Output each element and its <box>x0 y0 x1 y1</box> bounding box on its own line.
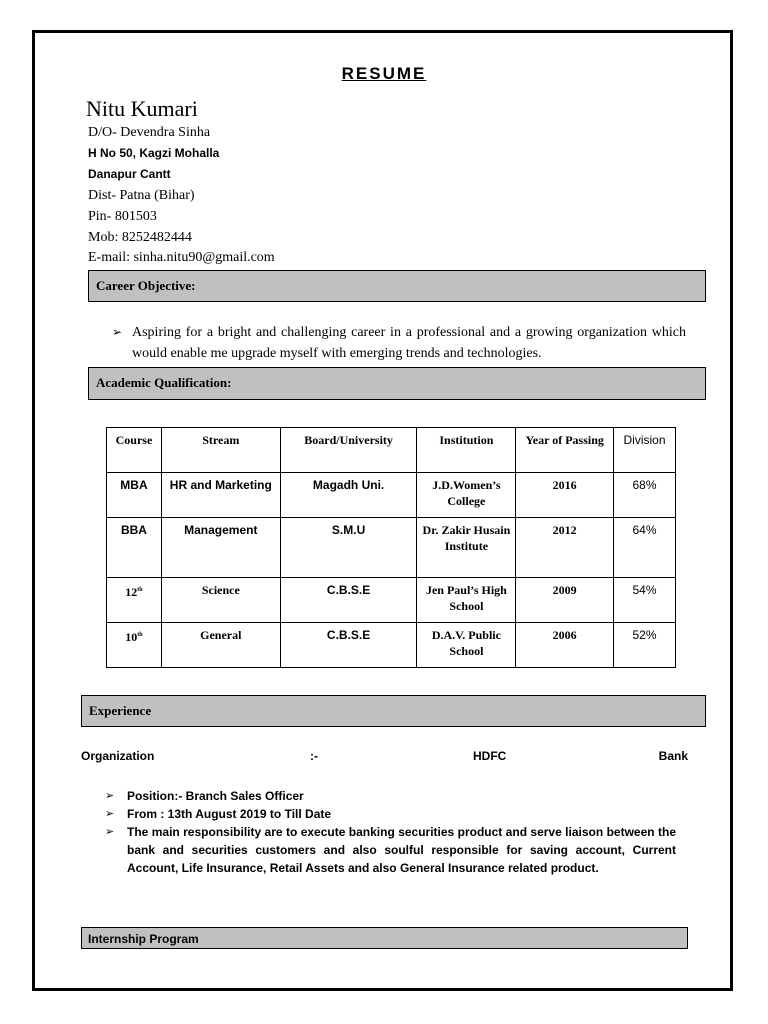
table-row <box>107 473 676 518</box>
experience-heading-label: Experience <box>89 703 152 718</box>
mobile-number: Mob: 8252482444 <box>88 230 192 245</box>
cell-institution: J.D.Women’s College <box>417 473 516 518</box>
arrow-bullet-icon: ➢ <box>105 789 115 802</box>
district: Dist- Patna (Bihar) <box>88 188 195 203</box>
academic-table <box>106 427 676 668</box>
organization-name-part2: Bank <box>658 749 688 763</box>
academic-qualification-heading <box>88 367 706 400</box>
pin-code: Pin- 801503 <box>88 209 157 224</box>
experience-heading <box>81 695 706 727</box>
resume-title: RESUME <box>341 64 427 83</box>
experience-list <box>105 787 676 877</box>
course-suffix: th <box>137 587 143 593</box>
cell-division: 64% <box>614 518 676 578</box>
column-header-division: Division <box>614 428 676 473</box>
cell-division: 68% <box>614 473 676 518</box>
parent-name: D/O- Devendra Sinha <box>88 125 211 140</box>
column-header-course: Course <box>107 428 162 473</box>
cell-division: 52% <box>614 623 676 668</box>
arrow-bullet-icon: ➢ <box>105 807 115 820</box>
table-row <box>107 518 676 578</box>
cell-course: MBA <box>107 473 162 518</box>
cell-stream: HR and Marketing <box>161 473 280 518</box>
cell-year: 2016 <box>516 473 614 518</box>
organization-separator: :- <box>310 749 318 763</box>
course-suffix: th <box>137 632 143 638</box>
cell-board: Magadh Uni. <box>280 473 417 518</box>
cell-board: C.B.S.E <box>280 623 417 668</box>
cell-institution: Jen Paul’s High School <box>417 578 516 623</box>
table-row <box>107 623 676 668</box>
cell-stream: General <box>161 623 280 668</box>
cell-institution: D.A.V. Public School <box>417 623 516 668</box>
list-item <box>105 805 676 823</box>
cell-year: 2009 <box>516 578 614 623</box>
table-row <box>107 578 676 623</box>
career-objective-heading <box>88 270 706 302</box>
career-objective-text <box>112 322 686 364</box>
organization-name-part1: HDFC <box>473 749 507 763</box>
career-objective-heading-label: Career Objective: <box>96 278 196 293</box>
email-address: E-mail: sinha.nitu90@gmail.com <box>88 250 275 265</box>
arrow-bullet-icon: ➢ <box>105 825 115 838</box>
cell-year: 2006 <box>516 623 614 668</box>
course-number: 10 <box>125 630 138 644</box>
organization-label: Organization <box>81 749 155 763</box>
responsibility-text: The main responsibility are to execute banking securities product and serve liaison between the bank and securities customers and also soulful responsible for saving account, Current Account, Life Insurance, Retail Assets and also General Insurance related product. <box>127 825 676 875</box>
cell-course <box>107 578 162 623</box>
arrow-bullet-icon: ➢ <box>112 325 123 339</box>
column-header-stream: Stream <box>161 428 280 473</box>
from-date-text: From : 13th August 2019 to Till Date <box>127 807 332 821</box>
cell-year: 2012 <box>516 518 614 578</box>
cell-stream: Management <box>161 518 280 578</box>
cell-course <box>107 623 162 668</box>
cell-course: BBA <box>107 518 162 578</box>
cell-board: C.B.S.E <box>280 578 417 623</box>
address-line-1: H No 50, Kagzi Mohalla <box>88 146 220 160</box>
course-number: 12 <box>125 585 138 599</box>
candidate-name: Nitu Kumari <box>86 96 198 121</box>
academic-qualification-heading-label: Academic Qualification: <box>96 375 232 390</box>
list-item <box>105 823 676 877</box>
career-objective-paragraph: Aspiring for a bright and challenging career in a professional and a growing organization which would enable me upgrade myself with emerging trends and technologies. <box>132 325 686 361</box>
table-header-row <box>107 428 676 473</box>
column-header-year: Year of Passing <box>516 428 614 473</box>
cell-board: S.M.U <box>280 518 417 578</box>
cell-stream: Science <box>161 578 280 623</box>
cell-institution: Dr. Zakir Husain Institute <box>417 518 516 578</box>
address-line-2: Danapur Cantt <box>88 167 171 181</box>
list-item <box>105 787 676 805</box>
internship-heading <box>81 927 688 949</box>
position-text: Position:- Branch Sales Officer <box>127 789 304 803</box>
column-header-institution: Institution <box>417 428 516 473</box>
cell-division: 54% <box>614 578 676 623</box>
internship-heading-label: Internship Program <box>88 932 199 946</box>
column-header-board: Board/University <box>280 428 417 473</box>
